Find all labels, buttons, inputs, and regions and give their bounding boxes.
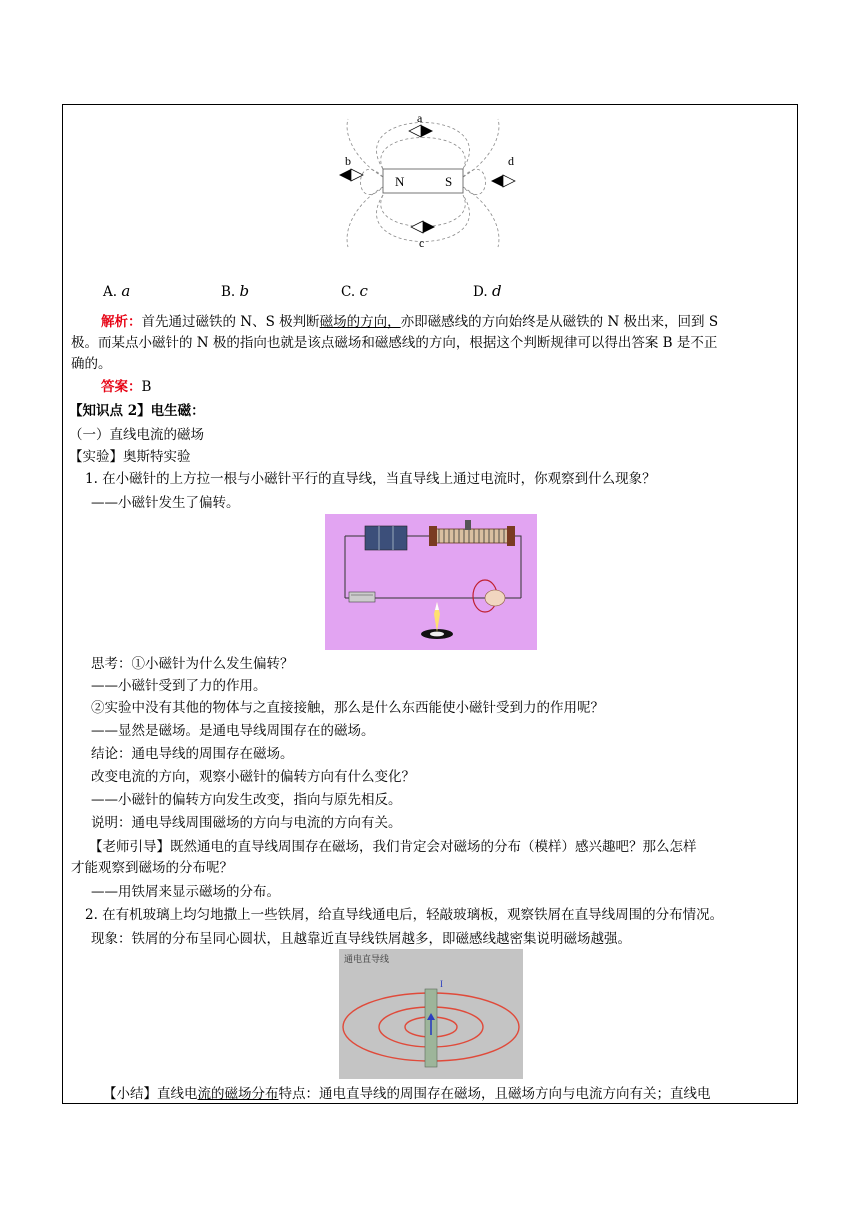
current-label: I bbox=[440, 979, 443, 989]
iron-filings-figure bbox=[339, 949, 523, 1079]
teacher-guide-1: 【老师引导】既然通电的直导线周围存在磁场，我们肯定会对磁场的分布（模样）感兴趣吧？那么怎样 bbox=[89, 839, 697, 855]
figure-title: 通电直导线 bbox=[344, 954, 390, 964]
analysis-line-2: 极。而某点小磁针的 N 极的指向也就是该点磁场和磁感线的方向，根据这个判断规律可以得出答案 B 是不正 bbox=[71, 335, 718, 351]
think-2: ②实验中没有其他的物体与之直接接触，那么是什么东西能使小磁针受到力的作用呢？ bbox=[91, 700, 604, 716]
teacher-guide-answer: ——用铁屑来显示磁场的分布。 bbox=[91, 884, 280, 900]
answer-line: 答案：B bbox=[101, 379, 152, 395]
magnet-s-label: S bbox=[445, 174, 453, 189]
summary-line: 【小结】直线电流的磁场分布特点：通电直导线的周围存在磁场，且磁场方向与电流方向有关；直线电 bbox=[103, 1086, 711, 1102]
explanation: 说明：通电导线周围磁场的方向与电流的方向有关。 bbox=[91, 815, 402, 831]
think-1: 思考：①小磁针为什么发生偏转？ bbox=[91, 656, 294, 672]
label-b: b bbox=[345, 154, 351, 168]
change-answer: ——小磁针的偏转方向发生改变，指向与原先相反。 bbox=[91, 792, 402, 808]
label-c: c bbox=[419, 236, 425, 250]
option-d: D. d bbox=[473, 282, 502, 300]
answer-1: ——小磁针发生了偏转。 bbox=[91, 495, 240, 511]
compass-d bbox=[491, 175, 503, 187]
compass-c bbox=[423, 221, 435, 233]
option-b: B. b bbox=[221, 282, 250, 300]
option-c: C. c bbox=[341, 282, 368, 300]
phenomenon: 现象：铁屑的分布呈同心圆状，且越靠近直导线铁屑越多，即磁感线越密集说明磁场越强。 bbox=[91, 931, 631, 947]
question-2: 2. 在有机玻璃上均匀地撒上一些铁屑，给直导线通电后，轻敲玻璃板，观察铁屑在直导线周围的分布情况。 bbox=[85, 907, 724, 923]
think-2-answer: ——显然是磁场。是通电导线周围存在的磁场。 bbox=[91, 723, 375, 739]
label-d: d bbox=[508, 154, 514, 168]
analysis-line-3: 确的。 bbox=[71, 356, 112, 372]
question-1: 1. 在小磁针的上方拉一根与小磁针平行的直导线，当直导线上通过电流时，你观察到什么现象？ bbox=[85, 471, 656, 487]
option-a: A. a bbox=[103, 282, 131, 300]
section-sub: （一）直线电流的磁场 bbox=[69, 427, 204, 443]
compass-b bbox=[339, 169, 351, 181]
analysis-line-1: 解析：首先通过磁铁的 N、S 极判断磁场的方向，亦即磁感线的方向始终是从磁铁的 N 极出来，回到 S bbox=[101, 314, 719, 330]
content-frame bbox=[62, 104, 798, 1104]
section-heading: 【知识点 2】电生磁： bbox=[69, 403, 205, 419]
label-a: a bbox=[417, 111, 423, 125]
experiment-heading: 【实验】奥斯特实验 bbox=[69, 449, 191, 465]
conclusion: 结论：通电导线的周围存在磁场。 bbox=[91, 746, 294, 762]
switch-icon bbox=[349, 592, 375, 602]
think-1-answer: ——小磁针受到了力的作用。 bbox=[91, 678, 267, 694]
battery-icon bbox=[365, 526, 407, 550]
teacher-guide-2: 才能观察到磁场的分布呢？ bbox=[71, 860, 233, 876]
oersted-experiment-figure bbox=[325, 514, 537, 650]
compass-a bbox=[421, 125, 433, 137]
bar-magnet-figure bbox=[323, 107, 523, 255]
magnet-n-label: N bbox=[395, 174, 405, 189]
change-question: 改变电流的方向，观察小磁针的偏转方向有什么变化？ bbox=[91, 769, 415, 785]
